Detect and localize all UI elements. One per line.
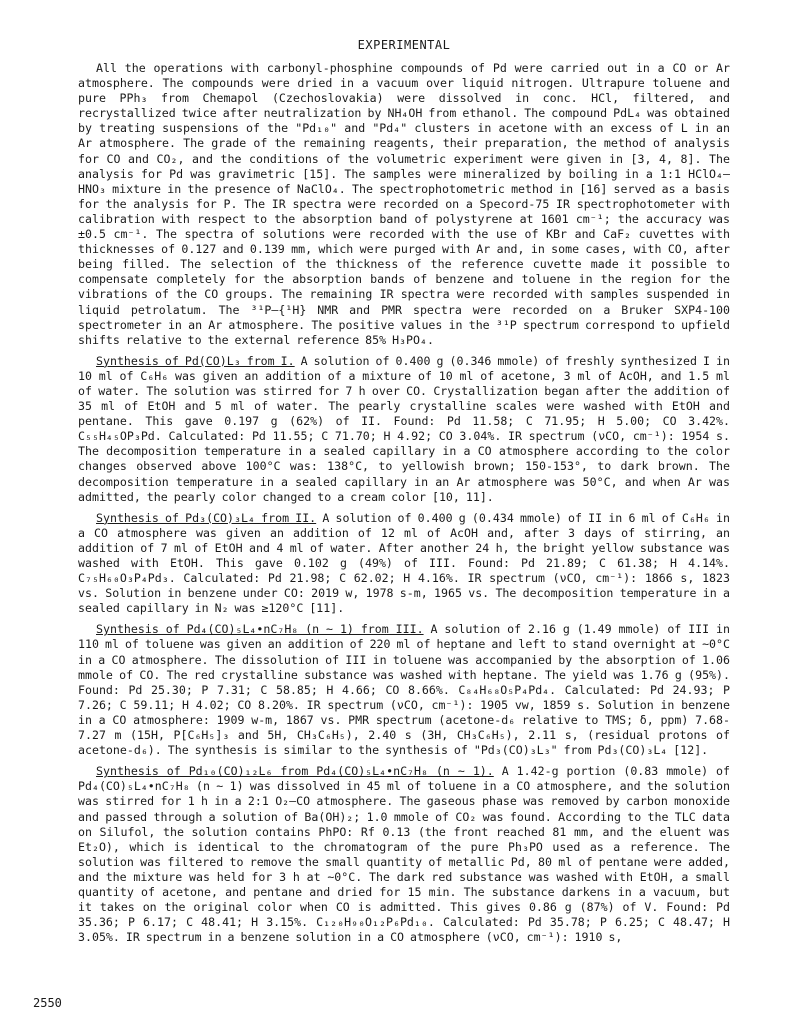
synthesis-paragraph-1	[78, 354, 730, 505]
synthesis-body-2: A solution of 0.400 g (0.434 mmole) of II in 6 ml of C₆H₆ in a CO atmosphere was given an addition of 12 ml of AcOH and, after 3 days of stirring, an addition of 7 ml of EtOH and 4 ml of water. After another 24 h, the bright yellow substance was washed with EtOH. This gave 0.102 g (49%) of III. Found: Pd 21.89; C 61.38; H 4.14%. C₇₅H₆₀O₃P₄Pd₃. Calculated: Pd 21.98; C 62.02; H 4.16%. IR spectrum (νCO, cm⁻¹): 1866 s, 1823 vs. Solution in benzene under CO: 2019 w, 1978 s-m, 1965 vs. The decomposition temperature in a sealed capillary in N₂ was ≥120°C [11].	[78, 510, 730, 616]
page-number: 2550	[33, 996, 62, 1010]
section-heading: EXPERIMENTAL	[357, 38, 451, 52]
synthesis-body-3: A solution of 2.16 g (1.49 mmole) of III in 110 ml of toluene was given an addition of 220 ml of heptane and left to stand overnight at ~0°C in a CO atmosphere. The dissolution of III in toluene was accompanied by the absorption of 1.06 mmole of CO. The red crystalline substance was washed with heptane. The yield was 1.76 g (95%). Found: Pd 25.30; P 7.31; C 58.85; H 4.66; CO 8.66%. C₈₄H₆₈O₅P₄Pd₄. Calculated: Pd 24.93; P 7.26; C 59.11; H 4.02; CO 8.20%. IR spectrum (νCO, cm⁻¹): 1905 vw, 1859 s. Solution in benzene in a CO atmosphere: 1909 w-m, 1867 vs. PMR spectrum (acetone-d₆ relative to TMS; δ, ppm) 7.68-7.27 m (15H, P[C₆H₅]₃ and 5H, CH₃C₆H₅), 2.40 s (3H, CH₃C₆H₅), 2.11 s, (residual protons of acetone-d₆). The synthesis is similar to the synthesis of "Pd₃(CO)₃L₃" from Pd₃(CO)₃L₄ [12].	[78, 622, 731, 758]
synthesis-body-4: A 1.42-g portion (0.83 mmole) of Pd₄(CO)₅L₄•nC₇H₈ (n ~ 1) was dissolved in 45 ml of toluene in a CO atmosphere, and the solution was stirred for 1 h in a 2:1 O₂–CO atmosphere. The gaseous phase was removed by carbon monoxide and passed through a solution of Ba(OH)₂; 1.0 mmole of CO₂ was found. According to the TLC data on Silufol, the solution contains PhPO: Rf 0.13 (the front reached 81 mm, and the eluent was Et₂O), which is identical to the chromatogram of the pure Ph₃PO used as a reference. The solution was filtered to remove the small quantity of metallic Pd, 80 ml of pentane were added, and the mixture was held for 3 h at ~0°C. The dark red substance was washed with EtOH, a small quantity of acetone, and pentane and dried for 15 min. The substance darkens in a vacuum, but it takes on the original color when CO is admitted. This gives 0.86 g (87%) of V. Found: Pd 35.36; P 6.17; C 48.41; H 3.15%. C₁₂₀H₉₀O₁₂P₆Pd₁₀. Calculated: Pd 35.78; P 6.25; C 48.47; H 3.05%. IR spectrum in a benzene solution in a CO atmosphere (νCO, cm⁻¹): 1910 s,	[78, 764, 730, 945]
synthesis-title-4: Synthesis of Pd₁₀(CO)₁₂L₆ from Pd₄(CO)₅L₄•nC₇H₈ (n ~ 1).	[96, 764, 494, 779]
intro-paragraph: All the operations with carbonyl-phosphine compounds of Pd were carried out in a CO or Ar atmosphere. The compounds were dried in a vacuum over liquid nitrogen. Ultrapure toluene and pure PPh₃ from Chemapol (Czechoslovakia) were dissolved in conc. HCl, filtered, and recrystallized twice after neutralization by NH₄OH from ethanol. The compound PdL₄ was obtained by treating suspensions of the "Pd₁₀" and "Pd₄" clusters in acetone with an excess of L in an Ar atmosphere. The grade of the remaining reagents, their preparation, the method of analysis for CO and CO₂, and the conditions of the volumetric experiment were given in [3, 4, 8]. The analysis for Pd was gravimetric [15]. The samples were mineralized by boiling in a 1:1 HClO₄–HNO₃ mixture in the presence of NaClO₄. The spectrophotometric method in [16] served as a basis for the analysis for P. The IR spectra were recorded on a Specord-75 IR spectrophotometer with calibration with respect to the absorption band of polystyrene at 1601 cm⁻¹; the accuracy was ±0.5 cm⁻¹. The spectra of solutions were recorded with the use of KBr and CaF₂ cuvettes with thicknesses of 0.127 and 0.139 mm, which were purged with Ar and, in some cases, with CO, after being filled. The selection of the thickness of the reference cuvette made it possible to compensate completely for the absorption bands of benzene and toluene in the region for the vibrations of the CO groups. The remaining IR spectra were recorded with samples suspended in liquid petrolatum. The ³¹P–{¹H} NMR and PMR spectra were recorded on a Bruker SXP4-100 spectrometer in an Ar atmosphere. The positive values in the ³¹P spectrum correspond to upfield shifts relative to the external reference 85% H₃PO₄.	[78, 61, 730, 347]
synthesis-body-1: A solution of 0.400 g (0.346 mmole) of freshly synthesized I in 10 ml of C₆H₆ was given an addition of a mixture of 10 ml of acetone, 3 ml of AcOH, and 1.5 ml of water. The solution was stirred for 7 h over CO. Crystallization began after the addition of 35 ml of EtOH and 5 ml of water. The pearly crystalline scales were washed with EtOH and pentane. This gave 0.197 g (62%) of II. Found: Pd 11.58; C 71.95; H 5.00; CO 3.42%. C₅₅H₄₅OP₃Pd. Calculated: Pd 11.55; C 71.70; H 4.92; CO 3.04%. IR spectrum (νCO, cm⁻¹): 1954 s. The decomposition temperature in a sealed capillary in a CO atmosphere according to the color changes observed above 100°C was: 138°C, to yellowish brown; 150-153°, to dark brown. The decomposition temperature in a sealed capillary in an Ar atmosphere was 50°C, and when Ar was admitted, the pearly color changed to a cream color [10, 11].	[78, 353, 730, 504]
synthesis-paragraph-3	[78, 622, 730, 758]
synthesis-title-2: Synthesis of Pd₃(CO)₃L₄ from II.	[96, 510, 317, 525]
synthesis-paragraph-2	[78, 511, 730, 617]
synthesis-title-1: Synthesis of Pd(CO)L₃ from I.	[96, 353, 295, 368]
synthesis-paragraph-4	[78, 764, 730, 945]
page-body	[78, 38, 730, 951]
synthesis-title-3: Synthesis of Pd₄(CO)₅L₄•nC₇H₈ (n ~ 1) from III.	[96, 622, 424, 637]
